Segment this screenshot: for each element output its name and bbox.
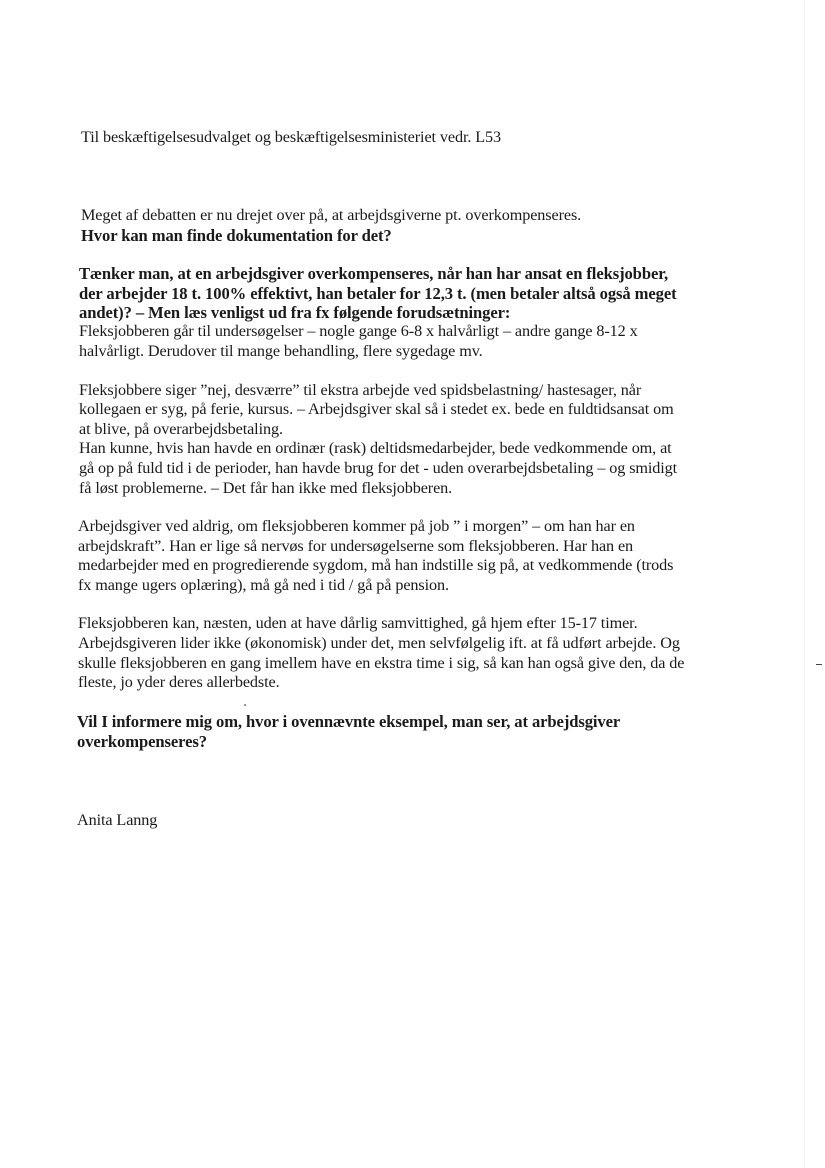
p4-line-2: arbejdskraft”. Han er lige så nervøs for undersøgelserne som fleksjobberen. Har han en <box>78 537 634 555</box>
premise-line-4: Fleksjobberen går til undersøgelser – nogle gange 6-8 x halvårligt – andre gange 8-12 x <box>79 322 638 340</box>
p3-line-1: Fleksjobbere siger ”nej, desværre” til ekstra arbejde ved spidsbelastning/ hastesager, når <box>79 381 642 399</box>
closing-question-line-2: overkompenseres? <box>77 732 207 751</box>
p3-line-2: kollegaen er syg, på ferie, kursus. – Arbejdsgiver skal så i stedet ex. bede en fuldtidsansat om <box>79 400 674 418</box>
intro-line-1: Meget af debatten er nu drejet over på, at arbejdsgiverne pt. overkompenseres. <box>81 206 582 224</box>
closing-question-line-1: Vil I informere mig om, hvor i ovennævnte eksempel, man ser, at arbejdsgiver <box>77 712 621 731</box>
premise-line-1: Tænker man, at en arbejdsgiver overkompenseres, når han har ansat en fleksjobber, <box>79 264 668 283</box>
scan-edge-mark <box>816 664 822 665</box>
signature: Anita Lanng <box>77 811 158 829</box>
premise-line-2: der arbejder 18 t. 100% effektivt, han betaler for 12,3 t. (men betaler altså også meget <box>79 284 677 303</box>
p5-line-2: Arbejdsgiveren lider ikke (økonomisk) under det, men selvfølgelig ift. at få udført arbejde. Og <box>78 634 680 652</box>
p3-line-4: Han kunne, hvis han havde en ordinær (rask) deltidsmedarbejder, bede vedkommende om, at <box>79 439 672 457</box>
p3-line-3: at blive, på overarbejdsbetaling. <box>79 420 283 438</box>
p4-line-1: Arbejdsgiver ved aldrig, om fleksjobberen kommer på job ” i morgen” – om han har en <box>78 517 635 535</box>
p3-line-5: gå op på fuld tid i de perioder, han havde brug for det - uden overarbejdsbetaling – og smidigt <box>79 459 678 477</box>
premise-line-5: halvårligt. Derudover til mange behandling, flere sygedage mv. <box>79 342 483 360</box>
p5-line-1: Fleksjobberen kan, næsten, uden at have dårlig samvittighed, gå hjem efter 15-17 timer. <box>78 614 638 632</box>
premise-line-3: andet)? – Men læs venligst ud fra fx følgende forudsætninger: <box>79 303 511 322</box>
intro-question: Hvor kan man finde dokumentation for det? <box>81 226 392 245</box>
addressee-line: Til beskæftigelsesudvalget og beskæftigelsesministeriet vedr. L53 <box>81 128 502 146</box>
p5-line-4: fleste, jo yder deres allerbedste. <box>78 673 280 691</box>
scan-speck <box>244 704 246 706</box>
p4-line-3: medarbejder med en progredierende sygdom, må han indstille sig på, at vedkommende (trods <box>78 556 674 574</box>
p4-line-4: fx mange ugers oplæring), må gå ned i tid / gå på pension. <box>78 576 449 594</box>
scan-edge-line <box>804 0 805 1168</box>
p5-line-3: skulle fleksjobberen en gang imellem have en ekstra time i sig, så kan han også give den, da de <box>78 654 685 672</box>
p3-line-6: få løst problemerne. – Det får han ikke med fleksjobberen. <box>79 479 453 497</box>
